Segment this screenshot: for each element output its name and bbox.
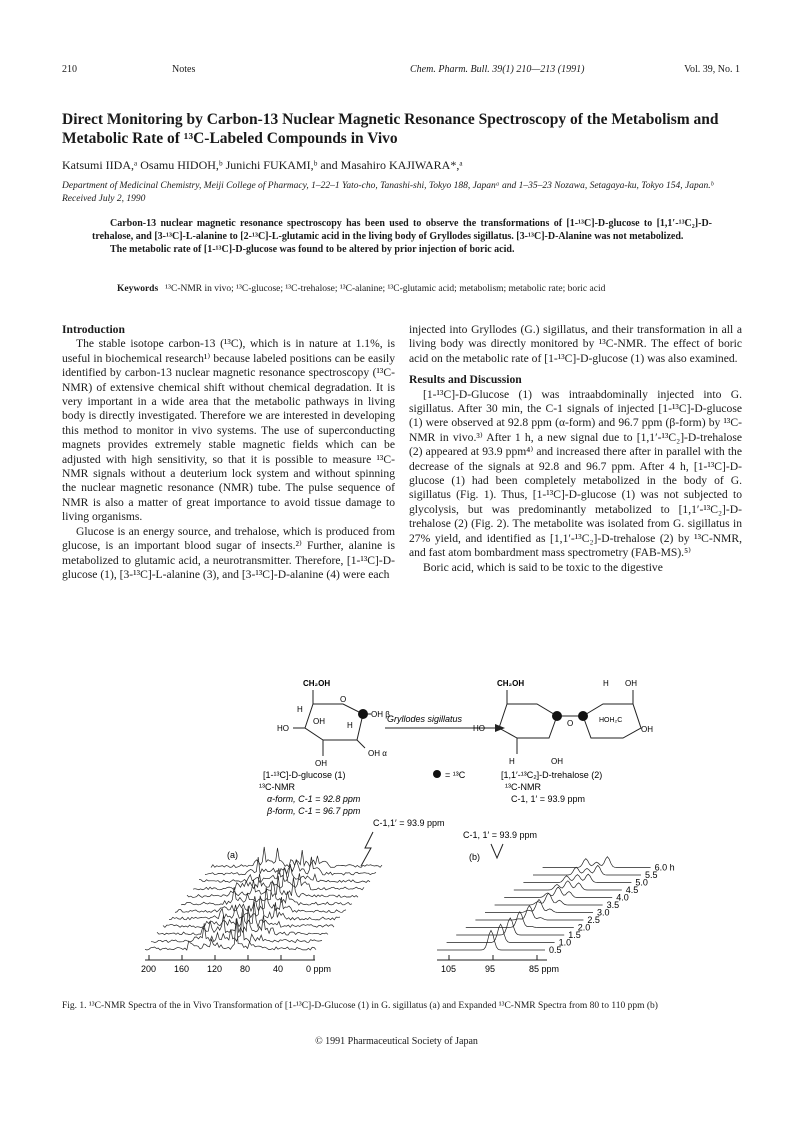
label-dot	[578, 711, 588, 721]
authors: Katsumi IIDA,ᵃ Osamu HIDOH,ᵇ Junichi FUKAMI,ᵇ and Masahiro KAJIWARA*,ᵃ	[62, 158, 463, 172]
spectrum-trace	[181, 881, 352, 905]
spectrum-trace	[533, 865, 641, 875]
oh-label: OH	[641, 725, 653, 734]
time-label: 5.0	[635, 877, 648, 888]
spectrum-trace	[447, 924, 555, 942]
spectrum-trace	[456, 918, 564, 935]
intro-heading: Introduction	[62, 323, 125, 336]
axis-tick-label: 120	[207, 964, 223, 974]
right-column	[409, 323, 742, 575]
glucose-beta: β-form, C-1 = 96.7 ppm	[267, 806, 361, 816]
axis-ticks	[141, 955, 559, 974]
body-paragraph: The stable isotope carbon-13 (¹³C), which is in nature at 1.1%, is useful in biochemical research¹⁾ because labeled positions can be easily identified by carbon-13 nuclear magnetic resonance spectroscopy (¹³C-NMR) of extensive chemical shift without chemical degradation. It is very important in a wide area that the metabolic pathways in living body is directly investigated. Therefore we are interested in developing this method to monitor in vivo systems. The use of superconducting magnets provides extremely stable magnetic fields which can be adjusted with high sensitivity, so that it is possible to measure ¹³C-NMR signals without a deuterium lock system and without spinning the nuclear magnetic resonance (NMR) tube. The pulse sequence of NMR is also a matter of great importance to avoid tissue damage to living organisms.	[62, 337, 395, 524]
time-label: 4.5	[625, 885, 639, 895]
ch2oh-label: CH₂OH	[497, 679, 525, 688]
spectrum-trace	[151, 912, 322, 942]
spectrum-trace	[163, 902, 334, 928]
trehalose-name: [1,1′-¹³C₂]-D-trehalose (2)	[501, 770, 603, 780]
keywords-list: ¹³C-NMR in vivo; ¹³C-glucose; ¹³C-trehalose; ¹³C-alanine; ¹³C-glutamic acid; metabolism; metabolic rate; boric acid	[165, 284, 606, 294]
journal-citation: Chem. Pharm. Bull. 39(1) 210—213 (1991)	[410, 64, 585, 75]
figure-drawing	[141, 672, 765, 997]
glucose-name: [1-¹³C]-D-glucose (1)	[263, 770, 346, 780]
affiliation: Department of Medicinal Chemistry, Meiji College of Pharmacy, 1–22–1 Yato-cho, Tanashi-shi, Tokyo 188, Japanᵃ and 1–35–23 Nozawa, Setagaya-ku, Tokyo 154, Japan.ᵇ Received July 2, 1990	[62, 181, 714, 204]
axis-tick-label: 95	[485, 964, 496, 974]
axis-tick-label: 0 ppm	[306, 964, 332, 974]
trehalose-nmr: ¹³C-NMR	[505, 782, 541, 792]
label-dot	[552, 711, 562, 721]
title-line-2: Metabolic Rate of ¹³C-Labeled Compounds in Vivo	[62, 130, 398, 147]
results-heading: Results and Discussion	[409, 373, 522, 387]
volume-label: Vol. 39, No. 1	[684, 64, 740, 75]
axis-tick-label: 200	[141, 964, 157, 974]
time-label: 2.5	[587, 915, 600, 925]
peak-label-b: C-1, 1′ = 93.9 ppm	[463, 830, 537, 840]
copyright-footer: © 1991 Pharmaceutical Society of Japan	[315, 1036, 478, 1047]
time-label: 6.0 h	[654, 862, 675, 873]
label-legend: = ¹³C	[445, 770, 466, 780]
time-label: 3.0	[597, 907, 610, 918]
axis-tick-label: 85 ppm	[529, 964, 560, 974]
spectrum-trace	[187, 876, 358, 898]
axis-tick-label: 40	[273, 964, 284, 974]
time-label: 1.0	[558, 937, 572, 948]
article-title	[62, 110, 752, 148]
ch2oh-label: CH₂OH	[303, 679, 331, 688]
time-label: 1.5	[568, 930, 581, 940]
axis-tick-label: 105	[441, 964, 457, 974]
spectrum-trace	[437, 930, 545, 950]
h-label: H	[347, 721, 353, 730]
spectrum-trace	[175, 887, 346, 912]
oh-label: OH	[551, 757, 563, 766]
legend-dot	[433, 770, 441, 778]
spectra-panel-a	[145, 847, 382, 950]
glucose-structure	[293, 690, 371, 756]
ring-o: O	[340, 695, 347, 704]
time-label: 2.0	[577, 922, 591, 933]
running-head	[62, 64, 740, 78]
title-line-1: Direct Monitoring by Carbon-13 Nuclear Magnetic Resonance Spectroscopy of the Metabolism and	[62, 111, 719, 128]
ho-label: HO	[473, 724, 485, 733]
section-label: Notes	[172, 64, 196, 75]
arrow-label: Gryllodes sigillatus	[387, 714, 463, 724]
abstract-paragraph: The metabolic rate of [1-¹³C]-D-glucose was found to be altered by prior injection of boric acid.	[110, 244, 515, 255]
spectrum-trace	[543, 857, 651, 868]
figure-caption: Fig. 1. ¹³C-NMR Spectra of the in Vivo Transformation of [1-¹³C]-D-Glucose (1) in G. sigillatus (a) and Expanded ¹³C-NMR Spectra from 80 to 110 ppm (b)	[62, 1001, 658, 1011]
keywords	[62, 283, 722, 296]
panel-b-label: (b)	[469, 852, 480, 862]
peak-label-a: C-1,1′ = 93.9 ppm	[373, 818, 445, 828]
abstract-paragraph: Carbon-13 nuclear magnetic resonance spectroscopy has been used to observe the transformations of [1-¹³C]-D-glucose to [1,1′-¹³C₂]-D-trehalose, and [3-¹³C]-L-alanine to [2-¹³C]-L-glutamic acid in the living body of Gryllodes sigillatus. [3-¹³C]-D-Alanine was not metabolized.	[92, 218, 712, 242]
spectrum-trace	[145, 919, 316, 950]
spectrum-trace	[485, 899, 593, 912]
oh-label: OH	[625, 679, 637, 688]
figure-1	[141, 672, 765, 997]
body-paragraph: injected into Gryllodes (G.) sigillatus, and their transformation in all a living body was directly monitored by ¹³C-NMR. The effect of boric acid on the metabolic rate of [1-¹³C]-D-glucose (1) was also examined.	[409, 323, 742, 365]
body-paragraph: Boric acid, which is said to be toxic to the digestive	[423, 560, 663, 574]
left-column	[62, 323, 395, 582]
body-paragraph: [1-¹³C]-D-Glucose (1) was intraabdominally injected into G. sigillatus. After 30 min, the C-1 signals of injected [1-¹³C]-D-glucose (1) were observed at 92.8 ppm (α-form) and 96.7 ppm (β-form) by ¹³C-NMR in vivo.³⁾ After 1 h, a new signal due to [1,1′-¹³C₂]-D-trehalose (2) appeared at 93.9 ppm⁴⁾ and increased there after in parallel with the decrease of the signals at 92.8 and 96.7 ppm. After 4 h, [1-¹³C]-D-glucose (1) had been completely metabolized in the body of G. sigillatus (Fig. 1). Thus, [1-¹³C]-D-glucose (1) was not subjected to glycolysis, but was predominantly metabolized to [1,1′-¹³C₂]-D-trehalose (2) (Fig. 2). The metabolite was isolated from G. sigillatus in 27% yield, and identified as [1,1′-¹³C₂]-D-trehalose (2) by ¹³C-NMR, and fast atom bombardment mass spectrometry (FAB-MS).⁵⁾	[409, 387, 742, 560]
oh-label: OH	[315, 759, 327, 768]
axis-tick-label: 80	[240, 964, 251, 974]
page-number: 210	[62, 64, 77, 75]
hoh2c-label: HOH₂C	[599, 717, 623, 724]
h-label: H	[603, 679, 609, 688]
peak-arrow-b	[491, 844, 503, 858]
alpha-label: OH α	[368, 749, 387, 758]
beta-label: OH β	[371, 710, 390, 719]
abstract	[92, 217, 712, 256]
time-label: 3.5	[606, 900, 620, 910]
glucose-alpha: α-form, C-1 = 92.8 ppm	[267, 794, 361, 804]
h-label: H	[509, 757, 515, 766]
time-label: 5.5	[645, 870, 658, 880]
glycosidic-o: O	[567, 719, 574, 728]
time-label: 4.0	[616, 892, 629, 903]
spectrum-trace	[523, 874, 631, 882]
spectrum-trace	[504, 887, 612, 898]
label-dot	[358, 709, 368, 719]
keywords-label: Keywords	[117, 284, 159, 294]
time-label: 0.5	[549, 945, 562, 955]
ho-label: HO	[277, 724, 289, 733]
trehalose-c1: C-1, 1′ = 93.9 ppm	[511, 794, 585, 804]
panel-a-label: (a)	[227, 850, 238, 860]
body-paragraph: Glucose is an energy source, and trehalose, which is produced from glucose, is an important blood sugar of insects.²⁾ Further, alanine is metabolized to glutamic acid, a neurotransmitter. Therefore, [1-¹³C]-D-glucose (1), [3-¹³C]-L-alanine (3), and [3-¹³C]-D-alanine (4) were each	[62, 524, 395, 581]
oh-label: OH	[313, 717, 325, 726]
h-label: H	[297, 705, 303, 714]
axis-tick-label: 160	[174, 964, 190, 974]
peak-arrow-a	[361, 832, 373, 866]
glucose-nmr: ¹³C-NMR	[259, 782, 295, 792]
spectrum-trace	[495, 893, 603, 905]
